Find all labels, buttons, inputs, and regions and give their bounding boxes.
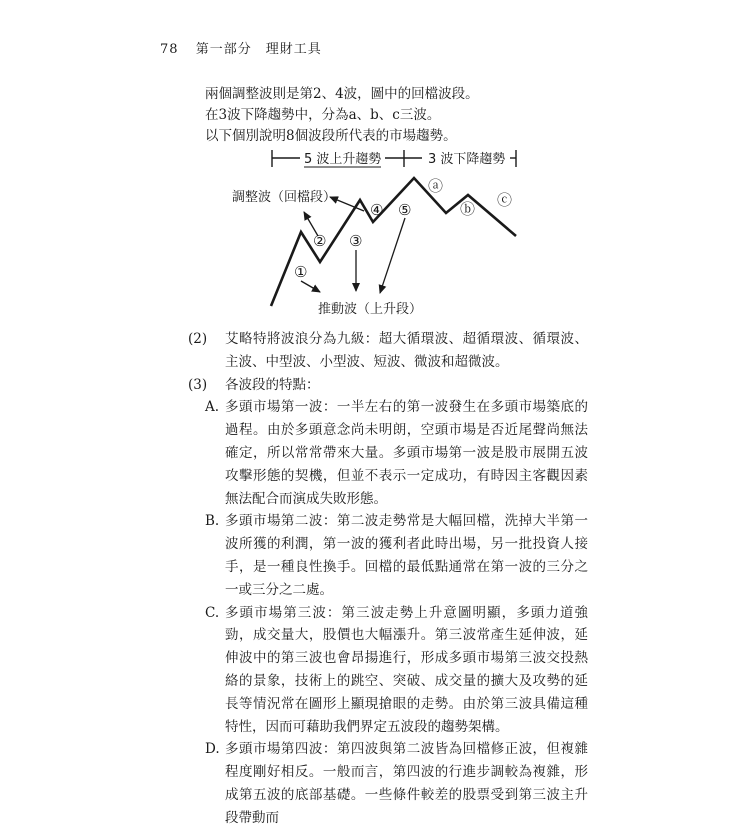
sub-item — [205, 510, 588, 601]
sub-item-letter: C. — [205, 604, 220, 621]
sub-item-letter: B. — [205, 513, 220, 530]
intro-line: 兩個調整波則是第2、4波，圖中的回檔波段。 — [205, 86, 479, 102]
list-item — [188, 328, 588, 374]
wave-label-b: ⓑ — [460, 200, 476, 218]
wave-label-c: ⓒ — [497, 191, 513, 209]
item-text: 各波段的特點： — [225, 376, 320, 393]
sub-item-letter: A. — [205, 399, 220, 416]
wave-label-1: ① — [294, 263, 308, 281]
body-text — [188, 328, 588, 830]
corrective-wave-label: 調整波（回檔段） — [232, 190, 337, 205]
sub-item-text: 多頭市場第三波：第三波走勢上升意圖明顯，多頭力道強勁，成交量大，股價也大幅漲升。第三波常產生延伸波，延伸波中的第三波也會昂揚進行，形成多頭市場第三波交投熱絡的景象，技術上的跳空、突破、成交量的擴大及攻勢的延長等情況常在圖形上顯現搶眼的走勢。由於第三波具備這種特性，因而可藉助我們界定五波段的趨勢架構。 — [225, 604, 588, 735]
wave-label-5: ⑤ — [398, 201, 412, 219]
wave-label-a: ⓐ — [428, 177, 444, 195]
wave-label-4: ④ — [370, 201, 384, 219]
impulse-wave-label: 推動波（上升段） — [318, 302, 423, 317]
intro-line: 以下個別說明8個波段所代表的市場趨勢。 — [205, 128, 457, 144]
wave-label-3: ③ — [349, 232, 363, 250]
range-down-label: 3 波下降趨勢 — [428, 152, 506, 167]
page-number: 78 — [160, 42, 179, 57]
range-up-label: 5 波上升趨勢 — [304, 152, 382, 167]
intro-line: 在3波下降趨勢中，分為a、b、c三波。 — [205, 107, 441, 123]
wave-label-2: ② — [313, 232, 327, 250]
item-number: (3) — [188, 376, 208, 393]
sub-item — [205, 738, 588, 829]
sub-item-letter: D. — [205, 741, 220, 758]
sub-item — [205, 602, 588, 739]
item-number: (2) — [188, 331, 208, 347]
list-item — [188, 374, 588, 397]
sub-item-text: 多頭市場第一波：一半左右的第一波發生在多頭市場築底的過程。由於多頭意念尚未明朗，空頭市場是否近尾聲尚無法確定，所以常常帶來大量。多頭市場第一波是股市展開五波攻擊形態的契機，但並不表示一定成功，有時因主客觀因素無法配合而演成失敗形態。 — [225, 399, 588, 507]
sub-item-text: 多頭市場第二波：第二波走勢常是大幅回檔，洗掉大半第一波所獲的利潤，第一波的獲利者此時出場，另一批投資人接手，是一種良性換手。回檔的最低點通常在第一波的三分之一或三分之二處。 — [225, 513, 588, 598]
chapter-title: 第一部分 理財工具 — [195, 42, 322, 57]
item-text: 艾略特將波浪分為九級：超大循環波、超循環波、循環波、主波、中型波、小型波、短波、微波和超微波。 — [225, 331, 588, 370]
sub-item-text: 多頭市場第四波：第四波與第二波皆為回檔修正波，但複雜程度剛好相反。一般而言，第四波的行進步調較為複雜，形成第五波的底部基礎。一些條件較差的股票受到第三波主升段帶動而 — [225, 741, 588, 826]
sub-item — [205, 396, 588, 510]
